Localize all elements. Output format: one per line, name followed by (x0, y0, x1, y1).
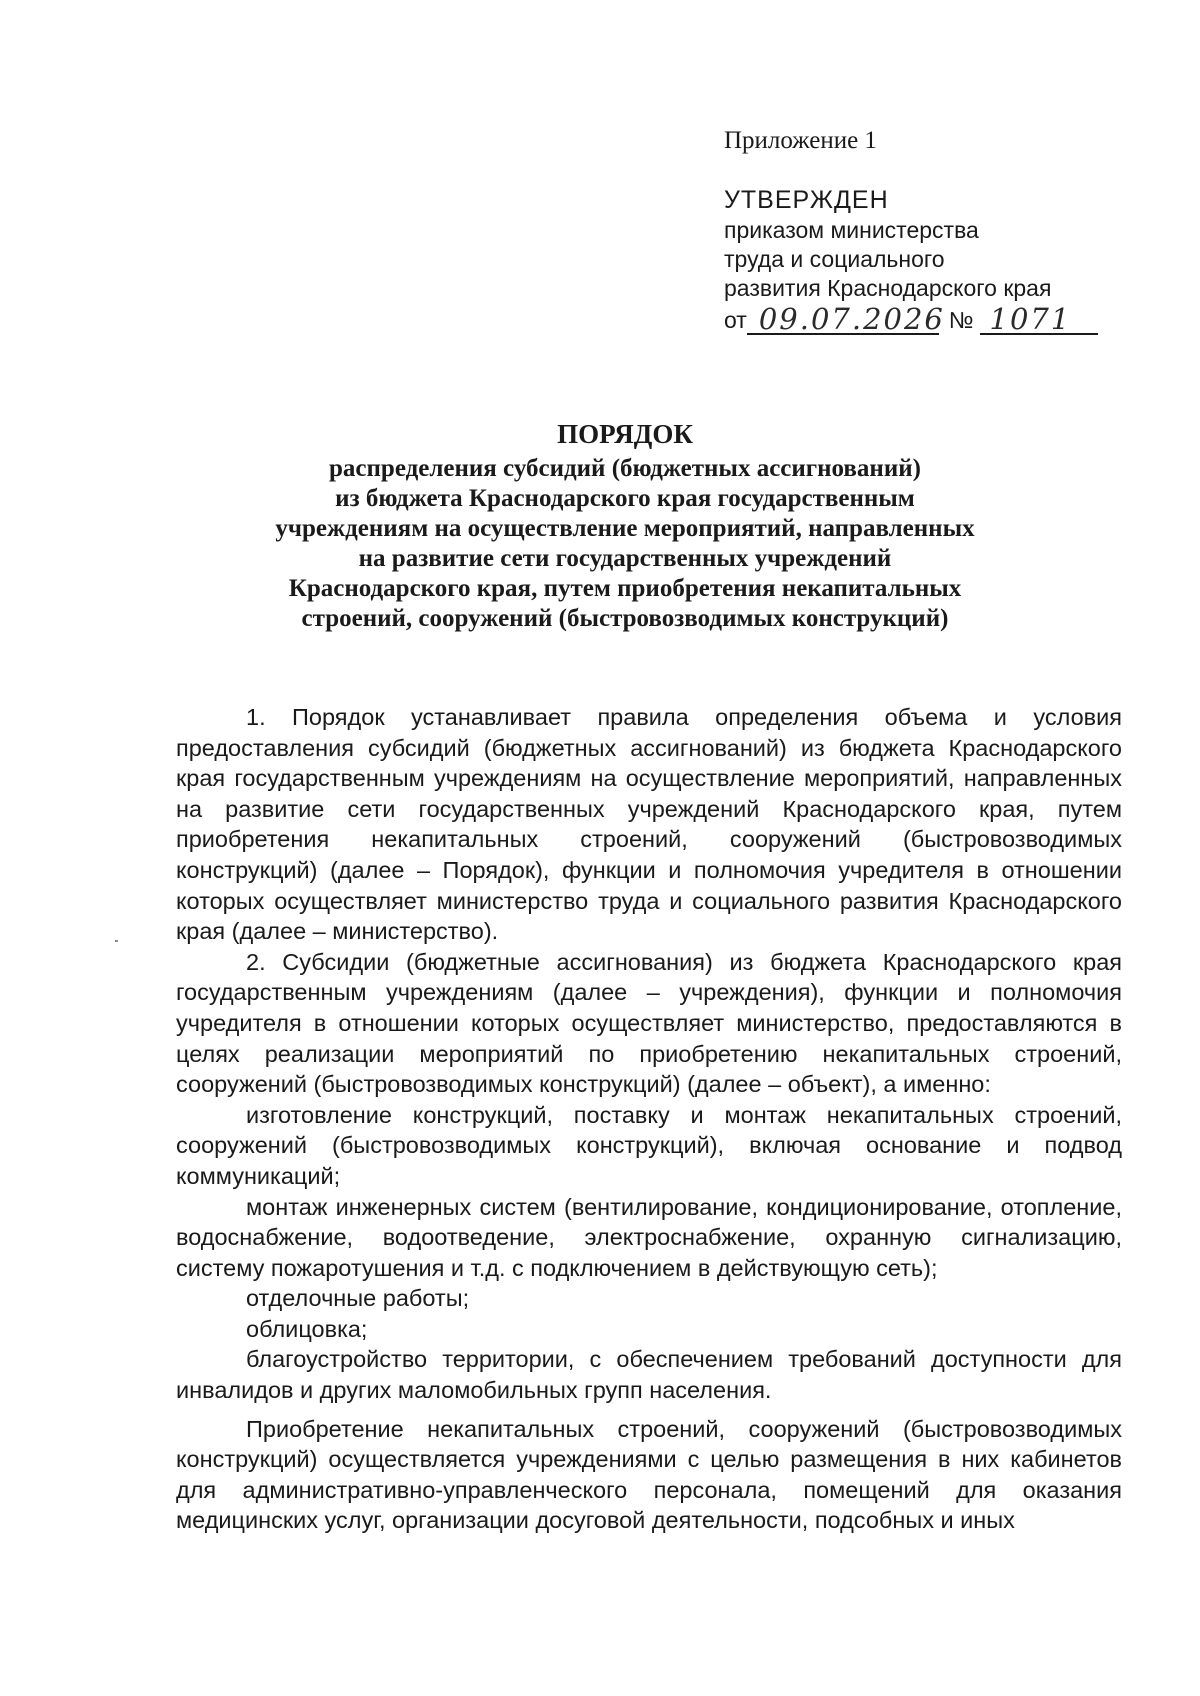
approval-stamp-block (724, 126, 1124, 335)
scan-speck (115, 940, 118, 942)
title-line-4: на развитие сети государственных учреждений (358, 545, 892, 572)
number-sign: № (948, 307, 974, 333)
list-item-manufacturing: изготовление конструкций, поставку и монтаж некапитальных строений, сооружений (быстровозводимых конструкций), включая основание и подвод коммуникаций; (176, 1101, 1122, 1189)
list-item-finishing: отделочные работы; (246, 1285, 470, 1312)
list-item-engineering-systems: монтаж инженерных систем (вентилирование, кондиционирование, отопление, водоснабжение, водоотведение, электроснабжение, охранную сигнализацию, систему пожаротушения и т.д. с подключением в действующую сеть); (176, 1193, 1122, 1281)
list-item-cladding: облицовка; (246, 1315, 368, 1342)
paragraph-1: 1. Порядок устанавливает правила определения объема и условия предоставления субсидий (бюджетных ассигнований) из бюджета Краснодарского края государственным учреждениям на осуществление мероприятий, направленных на развитие сети государственных учреждений Краснодарского края, путем приобретения некапитальных строений, сооружений (быстровозводимых конструкций) (далее – Порядок), функции и полномочия учредителя в отношении которых осуществляет министерство труда и социального развития Краснодарского края (далее – министерство). (176, 704, 1122, 945)
title-line-5: Краснодарского края, путем приобретения некапитальных (288, 575, 962, 602)
title-line-3: учреждениям на осуществление мероприятий, направленных (275, 515, 975, 542)
document-body (176, 702, 1122, 1536)
document-title: ПОРЯДОК (557, 419, 693, 449)
handwritten-number: 1071 (980, 305, 1098, 335)
title-line-1: распределения субсидий (бюджетных ассигнований) (329, 455, 921, 482)
paragraph-acquisition-purpose: Приобретение некапитальных строений, сооружений (быстровозводимых конструкций) осуществляется учреждениями с целью размещения в них кабинетов для административно-управленческого персонала, помещений для оказания медицинских услуг, организации досуговой деятельности, подсобных и иных (176, 1415, 1122, 1534)
handwritten-date: 09.07.2026 (747, 305, 939, 335)
list-item-landscaping: благоустройство территории, с обеспечением требований доступности для инвалидов и других маломобильных групп населения. (176, 1346, 1122, 1404)
order-line-3: развития Краснодарского края (724, 275, 1052, 301)
order-line-2: труда и социального (724, 246, 945, 272)
order-date-number-row (724, 302, 1124, 336)
approved-label: УТВЕРЖДЕН (724, 186, 889, 214)
paragraph-2: 2. Субсидии (бюджетные ассигнования) из бюджета Краснодарского края государственным учреждениям (далее – учреждения), функции и полномочия учредителя в отношении которых осуществляет министерство, предоставляются в целях реализации мероприятий по приобретению некапитальных строений, сооружений (быстровозводимых конструкций) (далее – объект), а именно: (176, 948, 1122, 1098)
annex-label: Приложение 1 (724, 127, 877, 154)
title-line-2: из бюджета Краснодарского края государственным (335, 485, 915, 512)
from-label: от (724, 307, 747, 333)
title-line-6: строений, сооружений (быстровозводимых конструкций) (301, 605, 949, 632)
document-title-block (180, 416, 1070, 634)
order-line-1: приказом министерства (724, 217, 979, 243)
